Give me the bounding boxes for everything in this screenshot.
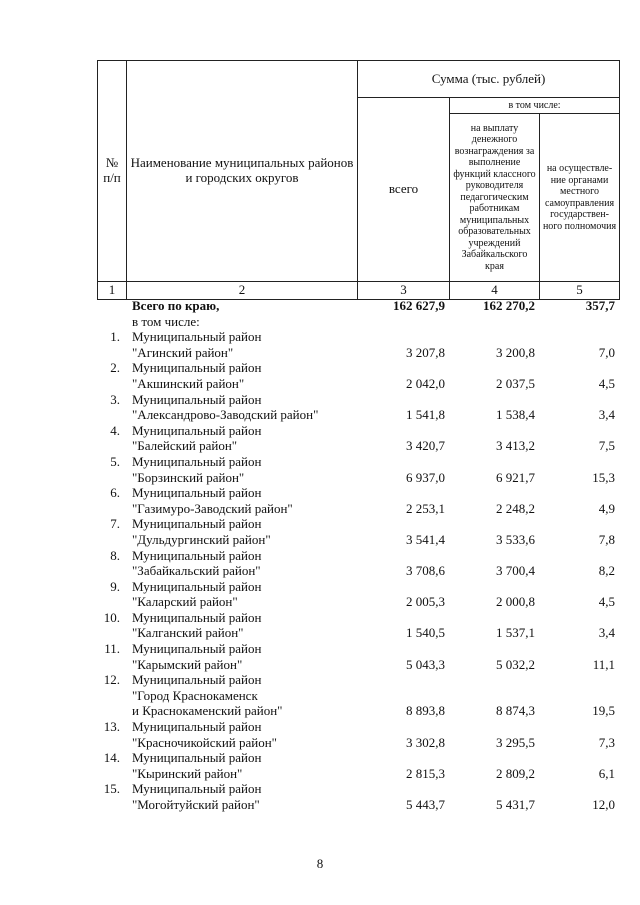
row-col5: 7,8 <box>598 531 615 547</box>
row-name-line: Муниципальный район <box>132 578 262 594</box>
table-row <box>97 329 615 360</box>
row-col4: 5 032,2 <box>496 656 535 672</box>
table-row <box>97 360 615 391</box>
table-row <box>97 485 615 516</box>
row-num: 1. <box>110 329 120 345</box>
row-col4: 2 000,8 <box>496 594 535 610</box>
row-col5: 3,4 <box>598 625 615 641</box>
row-total: 3 420,7 <box>406 438 445 454</box>
row-col4: 1 537,1 <box>496 625 535 641</box>
row-name-line: Муниципальный район <box>132 750 262 766</box>
row-name-line: Муниципальный район <box>132 485 262 501</box>
row-num: 12. <box>103 672 120 688</box>
row-col5: 4,9 <box>598 500 615 516</box>
row-name: Всего по краю, <box>132 298 220 313</box>
row-col4: 6 921,7 <box>496 469 535 485</box>
row-name <box>126 641 357 672</box>
table-row <box>97 578 615 610</box>
row-name-line: "Александрово-Заводский район" <box>132 407 319 423</box>
row-num: 3. <box>110 391 120 407</box>
row-total: 162 627,9 <box>393 298 445 313</box>
header-col4: на выплату денежного вознаграждения за выполнение функций классного руководителя педагогическим работникам муниципальных образовательных учреждений Забайкальского края <box>450 114 540 282</box>
table-header <box>97 60 620 300</box>
row-total: 1 540,5 <box>406 625 445 641</box>
row-col4: 1 538,4 <box>496 407 535 423</box>
row-name <box>126 610 357 641</box>
index-cell: 1 <box>98 282 127 300</box>
row-col4: 162 270,2 <box>483 298 535 313</box>
row-total: 2 815,3 <box>406 765 445 781</box>
row-name-line: "Дульдургинский район" <box>132 531 271 547</box>
table-row <box>97 750 615 781</box>
row-total: 3 541,4 <box>406 531 445 547</box>
row-col4: 3 413,2 <box>496 438 535 454</box>
header-num: № п/п <box>98 61 127 282</box>
row-col4: 3 533,6 <box>496 531 535 547</box>
row-total: 2 005,3 <box>406 594 445 610</box>
row-name-line: Муниципальный район <box>132 547 262 563</box>
row-num: 5. <box>110 453 120 469</box>
row-col5: 8,2 <box>598 563 615 579</box>
row-total: 8 893,8 <box>406 703 445 719</box>
row-num: 7. <box>110 516 120 532</box>
row-col5: 11,1 <box>592 656 615 672</box>
table-row <box>97 781 615 812</box>
row-name-line: Муниципальный район <box>132 781 262 797</box>
table-row <box>97 719 615 750</box>
row-name-line: Муниципальный район <box>132 422 262 438</box>
row-total: 3 207,8 <box>406 344 445 360</box>
table-row <box>97 453 615 485</box>
row-name-line: "Борзинский район" <box>132 469 245 485</box>
row-name <box>126 719 357 750</box>
row-name-line: Муниципальный район <box>132 329 262 345</box>
row-col4: 2 809,2 <box>496 765 535 781</box>
row-name <box>126 750 357 781</box>
row-num: 8. <box>110 547 120 563</box>
table-row <box>97 609 615 641</box>
row-col4: 5 431,7 <box>496 797 535 812</box>
row-name-line: Муниципальный район <box>132 360 262 376</box>
row-num: 14. <box>103 750 120 766</box>
row-name-line: Муниципальный район <box>132 672 262 688</box>
table-row <box>97 516 615 547</box>
row-col5: 15,3 <box>592 469 615 485</box>
row-total: 2 042,0 <box>406 375 445 391</box>
row-name-line: "Карымский район" <box>132 656 243 672</box>
row-name-line: "Агинский район" <box>132 344 234 360</box>
row-name <box>126 548 357 579</box>
row-name <box>126 516 357 547</box>
index-cell: 2 <box>127 282 358 300</box>
row-name-line: "Кыринский район" <box>132 765 243 781</box>
header-total: всего <box>358 98 450 282</box>
header-name: Наименование муниципальных районов и городских округов <box>127 61 358 282</box>
row-total: 5 443,7 <box>406 797 445 812</box>
row-name <box>126 485 357 516</box>
row-col4: 3 295,5 <box>496 734 535 750</box>
row-name-line: "Красночикойский район" <box>132 734 277 750</box>
row-col4: 3 200,8 <box>496 344 535 360</box>
header-sum: Сумма (тыс. рублей) <box>358 61 620 98</box>
row-num: 11. <box>104 641 120 657</box>
including-text: в том числе: <box>132 313 200 329</box>
row-name <box>126 781 357 812</box>
total-row <box>97 298 615 314</box>
row-name-line: "Газимуро-Заводский район" <box>132 500 293 516</box>
table-row <box>97 391 615 423</box>
table-row <box>97 422 615 454</box>
row-name-line: "Могойтуйский район" <box>132 797 260 812</box>
row-name-line: Муниципальный район <box>132 391 262 407</box>
row-col5: 3,4 <box>598 407 615 423</box>
row-name-line: и Краснокаменский район" <box>132 703 283 719</box>
index-cell: 3 <box>358 282 450 300</box>
row-total: 5 043,3 <box>406 656 445 672</box>
row-name <box>126 360 357 391</box>
table-body <box>97 298 615 813</box>
row-name-line: Муниципальный район <box>132 453 262 469</box>
row-name <box>126 672 357 719</box>
row-total: 2 253,1 <box>406 500 445 516</box>
row-name <box>126 392 357 423</box>
row-name-line: "Калганский район" <box>132 625 244 641</box>
row-num: 6. <box>110 485 120 501</box>
row-name <box>126 423 357 454</box>
row-col4: 2 037,5 <box>496 375 535 391</box>
row-name-line: Муниципальный район <box>132 719 262 735</box>
row-num: 4. <box>110 422 120 438</box>
row-name-line: "Город Краснокаменск <box>132 687 258 703</box>
row-name-line: Муниципальный район <box>132 641 262 657</box>
header-index-row <box>98 282 620 300</box>
row-col4: 8 874,3 <box>496 703 535 719</box>
row-col5: 7,0 <box>598 344 615 360</box>
row-total: 3 302,8 <box>406 734 445 750</box>
row-col5: 7,5 <box>598 438 615 454</box>
row-col5: 357,7 <box>585 298 615 313</box>
header-including: в том числе: <box>450 98 620 114</box>
row-name <box>126 579 357 610</box>
row-name-line: Муниципальный район <box>132 516 262 532</box>
row-col4: 2 248,2 <box>496 500 535 516</box>
row-name <box>126 329 357 360</box>
row-name-line: Муниципальный район <box>132 609 262 625</box>
row-col5: 6,1 <box>598 765 615 781</box>
row-name-line: "Каларский район" <box>132 594 238 610</box>
page-number: 8 <box>316 856 324 871</box>
row-col5: 4,5 <box>598 594 615 610</box>
row-name-line: "Акшинский район" <box>132 375 245 391</box>
row-total: 3 708,6 <box>406 563 445 579</box>
row-num: 15. <box>103 781 120 797</box>
header-col5: на осуществле-ние органами местного самоуправления государствен-ного полномочия <box>540 114 620 282</box>
index-cell: 5 <box>540 282 620 300</box>
row-name-line: "Балейский район" <box>132 438 238 454</box>
row-name-line: "Забайкальский район" <box>132 563 261 579</box>
row-num: 13. <box>103 719 120 735</box>
table-row <box>97 547 615 579</box>
row-col5: 7,3 <box>598 734 615 750</box>
row-name <box>126 454 357 485</box>
row-col5: 4,5 <box>598 375 615 391</box>
including-row <box>97 314 593 330</box>
row-col4: 3 700,4 <box>496 563 535 579</box>
table-row <box>97 672 615 719</box>
row-col5: 12,0 <box>592 797 615 812</box>
row-total: 6 937,0 <box>406 469 445 485</box>
row-total: 1 541,8 <box>406 407 445 423</box>
index-cell: 4 <box>450 282 540 300</box>
table-row <box>97 641 615 672</box>
row-num: 2. <box>110 360 120 376</box>
row-col5: 19,5 <box>592 703 615 719</box>
row-num: 9. <box>110 578 120 594</box>
row-num: 10. <box>103 609 120 625</box>
